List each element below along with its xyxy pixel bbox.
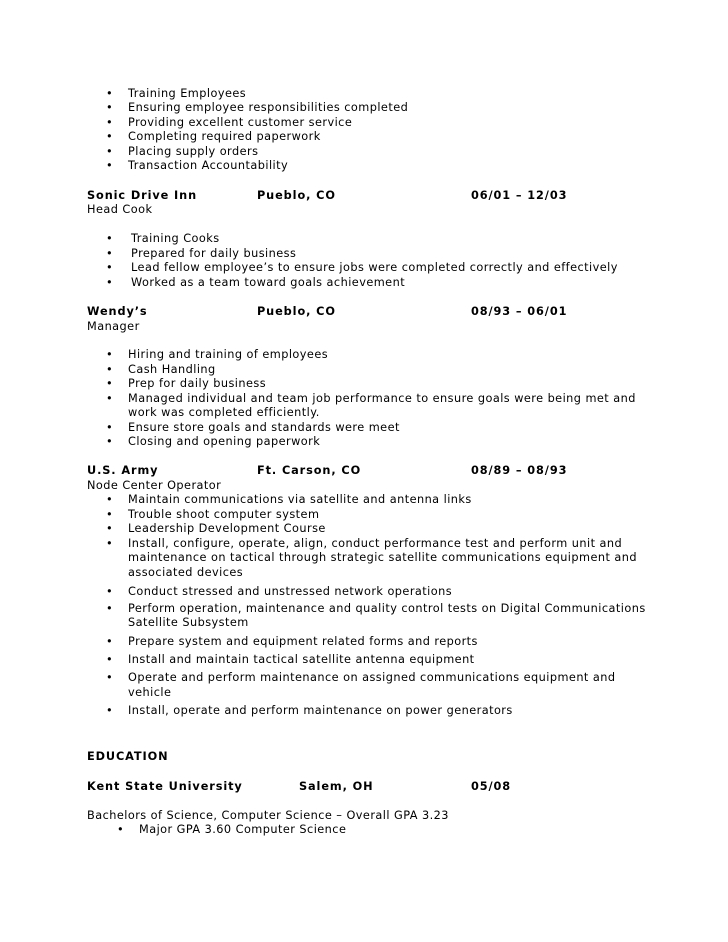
bullet-marker: • [106,392,114,405]
duty-item: Worked as a team toward goals achievement [131,276,406,289]
job-title: Manager [87,320,140,333]
bullet-marker: • [106,130,114,143]
school-name: Kent State University [87,780,243,793]
bullet-marker: • [106,87,114,100]
duty-item-continuation: Satellite Subsystem [128,616,249,629]
graduation-date: 05/08 [471,780,512,793]
bullet-marker: • [106,116,114,129]
duty-item: Maintain communications via satellite and antenna links [128,493,472,506]
job-dates: 08/93 – 06/01 [471,305,568,318]
bullet-marker: • [106,537,114,550]
job-dates: 06/01 – 12/03 [471,189,568,202]
bullet-marker: • [106,585,114,598]
job-dates: 08/89 – 08/93 [471,464,568,477]
duty-item: Providing excellent customer service [128,116,353,129]
bullet-marker: • [106,232,114,245]
job-location: Ft. Carson, CO [257,464,362,477]
duty-item: Lead fellow employee’s to ensure jobs were completed correctly and effectively [131,261,618,274]
school-location: Salem, OH [299,780,374,793]
duty-item-continuation: vehicle [128,686,172,699]
duty-item: Prep for daily business [128,377,267,390]
duty-item: Training Employees [128,87,247,100]
duty-item: Completing required paperwork [128,130,321,143]
duty-item: Install, configure, operate, align, conduct performance test and perform unit and [128,537,623,550]
bullet-marker: • [106,247,114,260]
bullet-marker: • [106,145,114,158]
bullet-marker: • [106,348,114,361]
duty-item: Managed individual and team job performance to ensure goals were being met and [128,392,636,405]
duty-item: Leadership Development Course [128,522,326,535]
duty-item: Perform operation, maintenance and quality control tests on Digital Communications [128,602,646,615]
duty-item: Hiring and training of employees [128,348,329,361]
bullet-marker: • [106,704,114,717]
bullet-marker: • [106,377,114,390]
duty-item: Closing and opening paperwork [128,435,321,448]
job-location: Pueblo, CO [257,189,336,202]
duty-item: Cash Handling [128,363,216,376]
bullet-marker: • [106,261,114,274]
bullet-marker: • [106,671,114,684]
duty-item: Ensure store goals and standards were meet [128,421,400,434]
bullet-marker: • [106,159,114,172]
duty-item: Ensuring employee responsibilities completed [128,101,409,114]
duty-item: Training Cooks [131,232,220,245]
bullet-marker: • [106,602,114,615]
bullet-marker: • [106,508,114,521]
degree-line: Bachelors of Science, Computer Science – Overall GPA 3.23 [87,809,449,822]
bullet-marker: • [106,435,114,448]
duty-item: Transaction Accountability [128,159,289,172]
bullet-marker: • [106,493,114,506]
employer-name: U.S. Army [87,464,159,477]
bullet-marker: • [106,101,114,114]
bullet-marker: • [106,276,114,289]
duty-item: Install and maintain tactical satellite antenna equipment [128,653,475,666]
bullet-marker: • [106,522,114,535]
duty-item: Conduct stressed and unstressed network operations [128,585,453,598]
job-location: Pueblo, CO [257,305,336,318]
duty-item: Placing supply orders [128,145,259,158]
job-title: Node Center Operator [87,479,222,492]
duty-item: Trouble shoot computer system [128,508,320,521]
duty-item-continuation: work was completed efficiently. [128,406,320,419]
duty-item: Operate and perform maintenance on assigned communications equipment and [128,671,616,684]
bullet-marker: • [106,635,114,648]
section-heading-education: EDUCATION [87,750,169,763]
job-title: Head Cook [87,203,153,216]
bullet-marker: • [106,653,114,666]
duty-item-continuation: associated devices [128,566,244,579]
bullet-marker: • [117,823,125,836]
bullet-marker: • [106,421,114,434]
duty-item: Prepare system and equipment related forms and reports [128,635,478,648]
duty-item: Install, operate and perform maintenance on power generators [128,704,513,717]
education-detail: Major GPA 3.60 Computer Science [139,823,347,836]
employer-name: Wendy’s [87,305,148,318]
duty-item: Prepared for daily business [131,247,297,260]
bullet-marker: • [106,363,114,376]
employer-name: Sonic Drive Inn [87,189,198,202]
duty-item-continuation: maintenance on tactical through strategic satellite communications equipment and [128,551,638,564]
